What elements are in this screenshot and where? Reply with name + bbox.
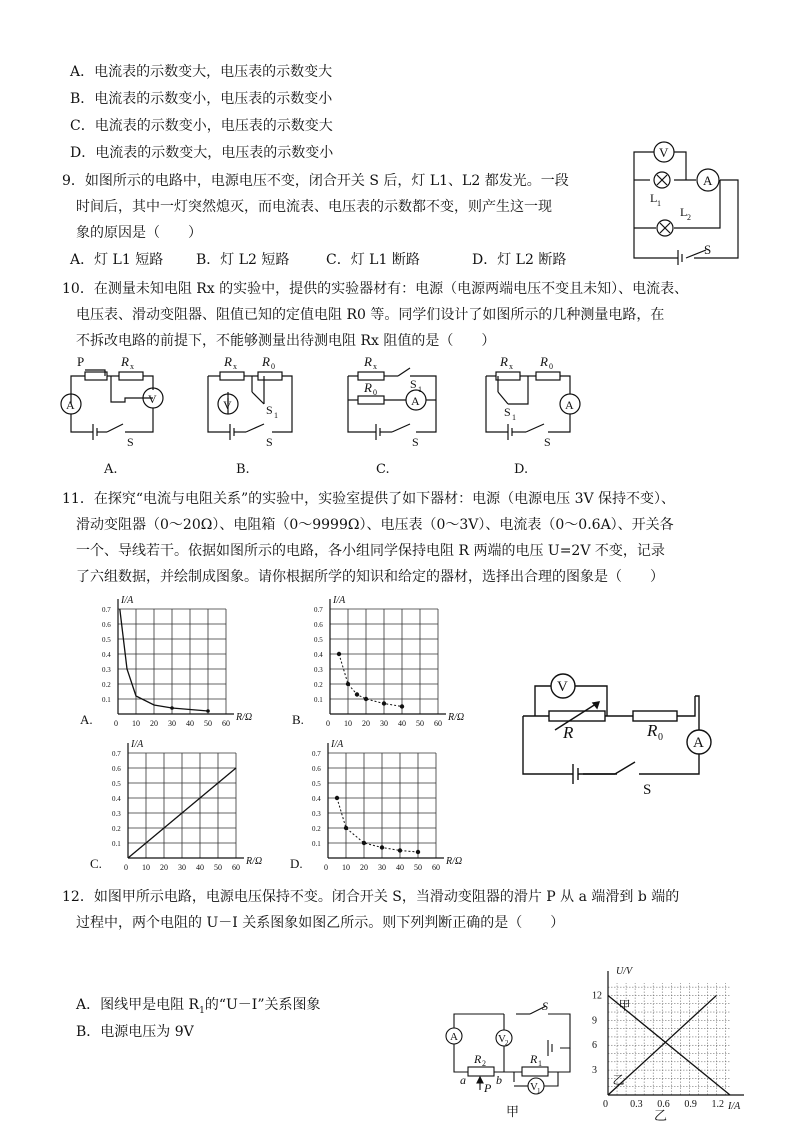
q10-circuit-a [55, 352, 165, 452]
q10b-r0-label: R [262, 354, 270, 369]
y-tick-label: 0.5 [112, 780, 121, 788]
q10c-r0-label: R [364, 380, 372, 395]
q10c-ammeter-label: A [411, 394, 420, 408]
q12-r1-sub: 1 [538, 1059, 542, 1068]
x-tick-label: 20 [160, 863, 168, 872]
q12-option-a-text: A．图线甲是电阻 R [76, 997, 200, 1013]
q10-option-c: C. [376, 462, 390, 477]
data-point [380, 845, 384, 849]
y-axis-label: I/A [121, 595, 134, 606]
q12-stem-line1: 12．如图甲所示电路，电源电压保持不变。闭合开关 S，当滑动变阻器的滑片 P 从 a 端滑到 b 端的 [62, 889, 680, 905]
q10d-r0-label: R [540, 354, 548, 369]
q9-l2-sub: 2 [687, 213, 691, 222]
q12-a-end-label: a [460, 1073, 466, 1087]
q10c-switch-label: S [412, 435, 419, 449]
q10-stem-line1: 10．在测量未知电阻 Rx 的实验中，提供的实验器材有：电源（电源两端电压不变且未知）、电流表、 [62, 281, 689, 297]
q8-option-b: B．电流表的示数变小，电压表的示数变小 [70, 91, 333, 107]
chart-option-label: B. [292, 712, 304, 727]
q10d-rx-label: R [500, 354, 508, 369]
q12-switch-label: S [542, 1000, 548, 1013]
x-tick-label: 60 [434, 719, 442, 728]
x-axis-label: R/Ω [446, 856, 463, 867]
q10a-ammeter-label: A [66, 398, 75, 412]
chart-option-label: D. [290, 856, 303, 871]
y-tick-label: 0.7 [314, 606, 323, 614]
data-point [170, 706, 174, 710]
data-point [206, 709, 210, 713]
x-tick-label: 30 [168, 719, 176, 728]
q12-v1-sub: 1 [537, 1087, 541, 1095]
y-tick-label: 0.1 [312, 840, 321, 848]
y-tick-label: 3 [592, 1065, 597, 1077]
q10-circuit-c [340, 352, 450, 452]
q9-option-c: C．灯 L1 断路 [326, 252, 420, 268]
q11-chart-d [278, 738, 498, 880]
q10-stem-line3: 不拆改电路的前提下，不能够测量出待测电阻 Rx 阻值的是（ ） [76, 333, 496, 349]
x-tick-label: 10 [132, 719, 140, 728]
y-tick-label: 0.3 [112, 810, 121, 818]
q10b-voltmeter-label: V [223, 398, 232, 412]
q8-option-a: A．电流表的示数变大，电压表的示数变大 [70, 64, 333, 80]
data-point [337, 652, 341, 656]
y-axis-label: I/A [131, 739, 144, 750]
y-tick-label: 0.5 [314, 636, 323, 644]
data-point [398, 848, 402, 852]
y-tick-label: 6 [592, 1040, 597, 1052]
q10b-r0-sub: 0 [271, 362, 275, 371]
q12-v1-label: V [530, 1081, 538, 1093]
q10a-r-sub: x [130, 362, 134, 371]
data-point [416, 850, 420, 854]
q10-stem-line2: 电压表、滑动变阻器、阻值已知的定值电阻 R0 等。同学们设计了如图所示的几种测量电路，在 [76, 307, 665, 323]
x-tick-label: 50 [204, 719, 212, 728]
y-tick-label: 0.7 [112, 750, 121, 758]
q12-r1-label: R [530, 1052, 538, 1066]
q10c-s1-label: S [410, 377, 417, 391]
data-point [355, 692, 359, 696]
data-point [335, 796, 339, 800]
q8-option-d: D．电流表的示数变大，电压表的示数变小 [70, 145, 334, 161]
y-tick-label: 0.7 [312, 750, 321, 758]
q10d-switch-label: S [544, 435, 551, 449]
data-point [362, 841, 366, 845]
y-tick-label: 0.1 [112, 840, 121, 848]
q10b-rx-label: R [224, 354, 232, 369]
q10-option-b: B. [236, 462, 250, 477]
y-axis-label: U/V [616, 966, 633, 977]
y-tick-label: 0.7 [102, 606, 111, 614]
y-tick-label: 0.2 [312, 825, 321, 833]
q12-r2-sub: 2 [482, 1059, 486, 1068]
y-tick-label: 0.3 [312, 810, 321, 818]
q9-ammeter-label: A [703, 173, 713, 188]
data-point [344, 826, 348, 830]
y-tick-label: 0.4 [312, 795, 321, 803]
x-axis-label: R/Ω [246, 856, 263, 867]
q10a-p-label: P [77, 354, 85, 369]
q9-voltmeter-label: V [659, 145, 669, 160]
q12-v2-label: V [498, 1033, 506, 1045]
q10-circuit-d [478, 352, 588, 452]
q9-stem-line3: 象的原因是（ ） [76, 225, 202, 241]
x-tick-label: 0 [114, 719, 118, 728]
q10a-r-label: R [121, 354, 129, 369]
x-tick-label: 0.9 [684, 1099, 697, 1110]
q10b-rx-sub: x [233, 362, 237, 371]
q12-ui-chart [588, 965, 748, 1123]
q9-option-b: B．灯 L2 短路 [196, 252, 290, 268]
q11-stem-line2: 滑动变阻器（0～20Ω）、电阻箱（0～9999Ω）、电压表（0～3V）、电流表（0～0.6A）、开关各 [76, 517, 674, 533]
q12-slider-p-label: P [484, 1081, 492, 1095]
q10-option-a: A. [104, 462, 118, 477]
y-tick-label: 0.1 [314, 696, 323, 704]
x-tick-label: 30 [380, 719, 388, 728]
q9-circuit-diagram [626, 140, 746, 265]
y-tick-label: 0.6 [102, 621, 111, 629]
q10c-rx-sub: x [373, 362, 377, 371]
y-tick-label: 0.1 [102, 696, 111, 704]
q10-circuit-b [200, 352, 300, 452]
x-axis-label: R/Ω [448, 712, 465, 723]
y-tick-label: 0.3 [314, 666, 323, 674]
q9-l2-label: L [680, 205, 688, 219]
q10d-s1-label: S [504, 405, 511, 419]
q12-option-a-sub: 1 [199, 1005, 205, 1016]
q10c-r0-sub: 0 [373, 388, 377, 397]
y-tick-label: 0.2 [112, 825, 121, 833]
chart-caption: 乙 [654, 1108, 668, 1123]
q11-ammeter-label: A [693, 735, 704, 751]
q10c-s1-sub: 1 [418, 385, 422, 394]
q11-chart-c [78, 738, 298, 880]
y-tick-label: 0.6 [314, 621, 323, 629]
q12-option-b: B．电源电压为 9V [76, 1024, 194, 1040]
data-point [382, 701, 386, 705]
q9-option-a: A．灯 L1 短路 [70, 252, 164, 268]
q11-circuit [515, 666, 730, 806]
q10b-switch-label: S [266, 435, 273, 449]
q9-l1-sub: 1 [657, 199, 661, 208]
q11-chart-a [68, 594, 288, 734]
q10d-s1-sub: 1 [512, 413, 516, 422]
q9-switch-label: S [704, 242, 712, 257]
y-tick-label: 0.4 [112, 795, 121, 803]
x-tick-label: 20 [150, 719, 158, 728]
x-tick-label: 0 [326, 719, 330, 728]
q10d-ammeter-label: A [565, 398, 574, 412]
q12-v2-sub: 2 [505, 1039, 509, 1047]
y-tick-label: 0.3 [102, 666, 111, 674]
x-tick-label: 20 [362, 719, 370, 728]
q9-stem-line2: 时间后，其中一灯突然熄灭，而电流表、电压表的示数都不变，则产生这一现 [76, 199, 552, 215]
y-tick-label: 0.2 [314, 681, 323, 689]
y-tick-label: 0.2 [102, 681, 111, 689]
q12-circuit-caption: 甲 [506, 1104, 520, 1119]
q10b-s1-label: S [266, 403, 273, 417]
q10d-rx-sub: x [509, 362, 513, 371]
q12-b-end-label: b [496, 1073, 502, 1087]
x-tick-label: 20 [360, 863, 368, 872]
q12-stem-line2: 过程中，两个电阻的 U－I 关系图象如图乙所示。则下列判断正确的是（ ） [76, 915, 565, 931]
x-tick-label: 10 [342, 863, 350, 872]
data-point [400, 704, 404, 708]
q11-r0-label: R [647, 721, 658, 740]
q12-circuit [438, 1000, 578, 1120]
q10d-r0-sub: 0 [549, 362, 553, 371]
q11-switch-label: S [643, 782, 652, 798]
x-tick-label: 40 [186, 719, 194, 728]
q11-stem-line1: 11．在探究“电流与电阻关系”的实验中，实验室提供了如下器材：电源（电源电压 3V 保持不变）、 [62, 491, 676, 507]
q11-r-label: R [563, 723, 574, 742]
q9-l1-label: L [650, 191, 658, 205]
x-tick-label: 0.6 [657, 1099, 670, 1110]
q10a-switch-label: S [127, 435, 134, 449]
q10c-rx-label: R [364, 354, 372, 369]
x-tick-label: 10 [142, 863, 150, 872]
y-tick-label: 0.5 [312, 780, 321, 788]
x-tick-label: 50 [214, 863, 222, 872]
x-tick-label: 40 [398, 719, 406, 728]
data-point [346, 682, 350, 686]
y-tick-label: 0.5 [102, 636, 111, 644]
x-tick-label: 0 [124, 863, 128, 872]
x-tick-label: 10 [344, 719, 352, 728]
q12-option-a [76, 995, 321, 1021]
y-tick-label: 0.6 [312, 765, 321, 773]
y-tick-label: 12 [592, 990, 602, 1002]
y-tick-label: 9 [592, 1015, 597, 1027]
q10b-s1-sub: 1 [274, 411, 278, 420]
q11-r0-sub: 0 [658, 732, 663, 743]
q12-ammeter-label: A [450, 1031, 458, 1043]
x-tick-label: 50 [414, 863, 422, 872]
data-curve [337, 798, 418, 852]
x-tick-label: 60 [222, 719, 230, 728]
q8-option-c: C．电流表的示数变小，电压表的示数变大 [70, 118, 333, 134]
chart-option-label: A. [80, 712, 93, 727]
q11-chart-b [280, 594, 500, 734]
q12-option-a-tail: 的“U－I”关系图象 [204, 997, 321, 1013]
y-axis-label: I/A [333, 595, 346, 606]
x-tick-label: 30 [178, 863, 186, 872]
y-tick-label: 0.6 [112, 765, 121, 773]
x-tick-label: 0 [324, 863, 328, 872]
data-point [364, 697, 368, 701]
q10a-voltmeter-label: V [148, 392, 157, 406]
y-axis-label: I/A [331, 739, 344, 750]
y-tick-label: 0.4 [314, 651, 323, 659]
series-label: 甲 [618, 998, 631, 1013]
x-tick-label: 0 [603, 1099, 608, 1110]
x-tick-label: 40 [396, 863, 404, 872]
x-tick-label: 0.3 [630, 1099, 643, 1110]
q9-option-d: D．灯 L2 断路 [472, 252, 567, 268]
q11-voltmeter-label: V [557, 679, 568, 695]
q12-r2-label: R [474, 1052, 482, 1066]
q9-stem-line1: 9．如图所示的电路中，电源电压不变，闭合开关 S 后，灯 L1、L2 都发光。一段 [62, 173, 569, 189]
x-tick-label: 60 [432, 863, 440, 872]
x-tick-label: 30 [378, 863, 386, 872]
q11-stem-line4: 了六组数据，并绘制成图象。请你根据所学的知识和给定的器材，选择出合理的图象是（ ） [76, 569, 664, 585]
y-tick-label: 0.4 [102, 651, 111, 659]
q10-option-d: D. [514, 462, 529, 477]
x-tick-label: 60 [232, 863, 240, 872]
chart-option-label: C. [90, 856, 102, 871]
x-axis-label: I/A [728, 1101, 741, 1112]
series-label: 乙 [612, 1073, 625, 1088]
x-tick-label: 40 [196, 863, 204, 872]
x-tick-label: 50 [416, 719, 424, 728]
x-tick-label: 1.2 [711, 1099, 724, 1110]
q11-stem-line3: 一个、导线若干。依据如图所示的电路，各小组同学保持电阻 R 两端的电压 U=2V 不变，记录 [76, 543, 665, 559]
x-axis-label: R/Ω [236, 712, 253, 723]
